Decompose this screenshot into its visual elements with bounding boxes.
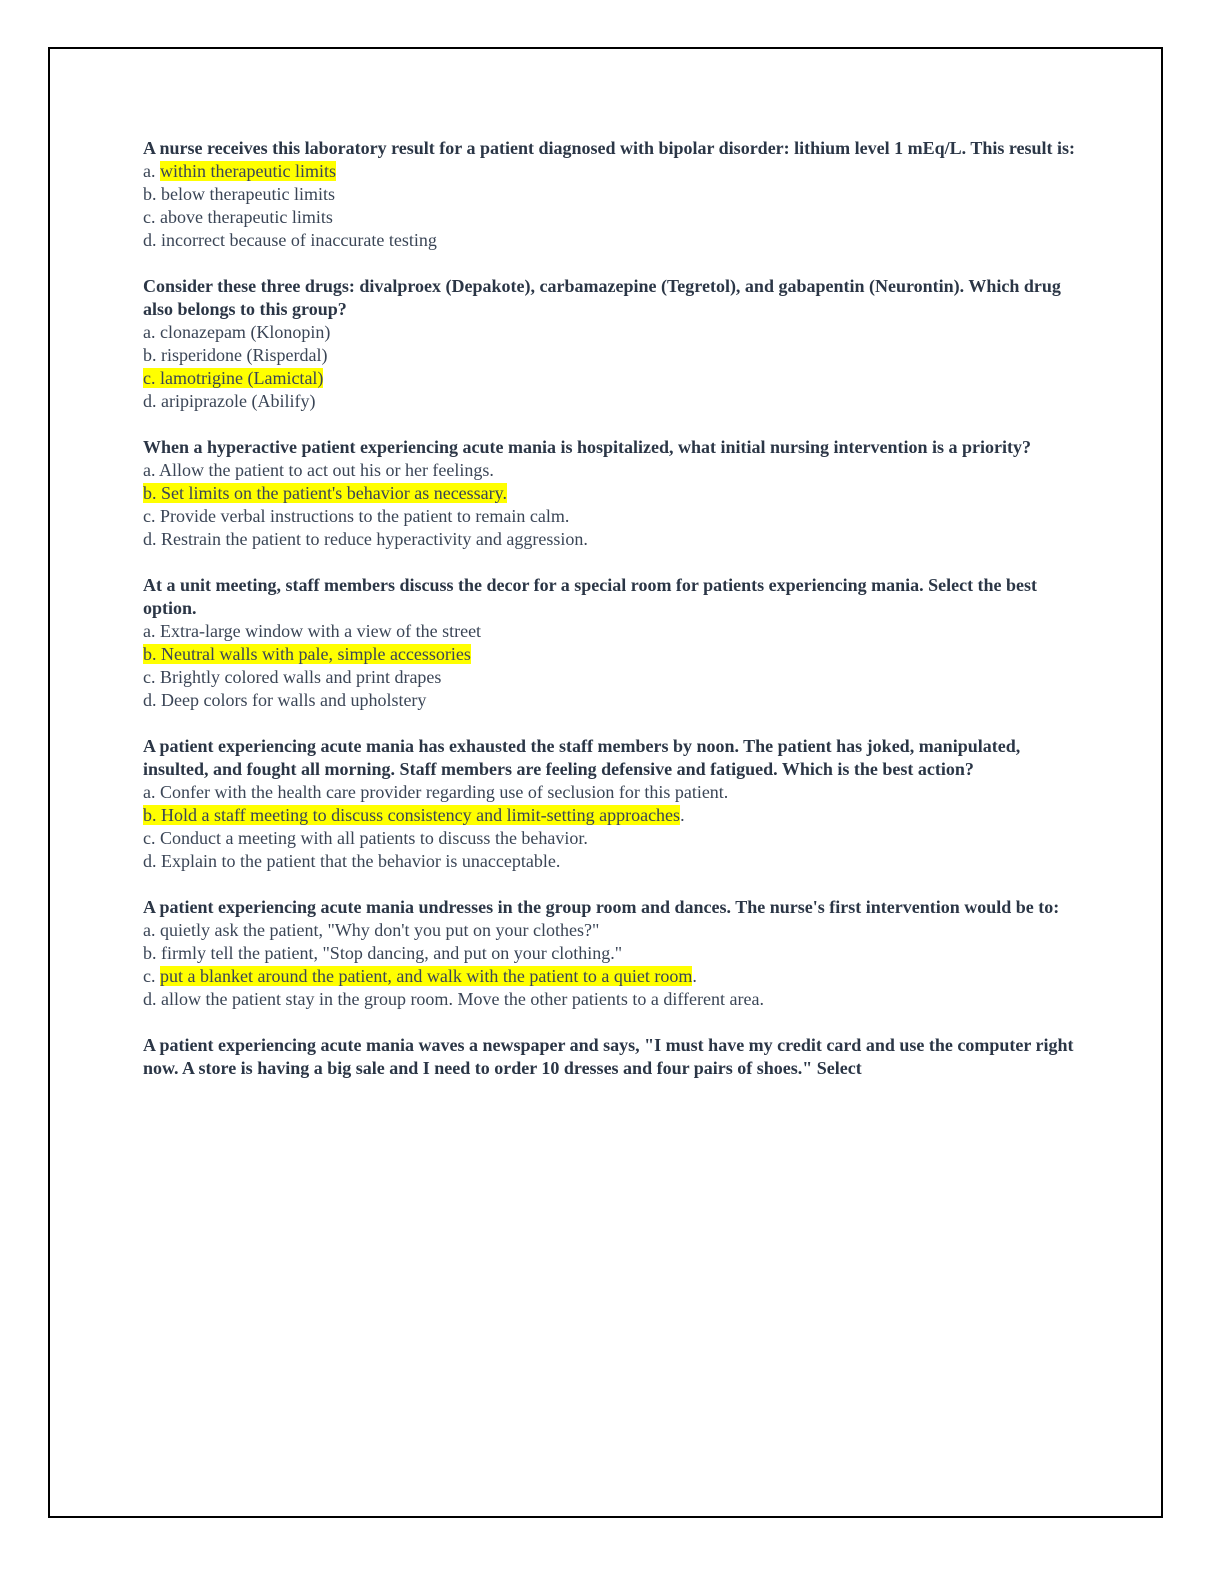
- question-5: [143, 735, 1083, 873]
- option-a: a. Extra-large window with a view of the street: [143, 621, 482, 641]
- question-stem: A nurse receives this laboratory result for a patient diagnosed with bipolar disorder: lithium level 1 mEq/L. This result is:: [143, 138, 1076, 158]
- question-4: [143, 574, 1083, 712]
- option-a: a. within therapeutic limits: [143, 161, 336, 181]
- option-d: d. incorrect because of inaccurate testing: [143, 230, 437, 250]
- option-d: d. Restrain the patient to reduce hyperactivity and aggression.: [143, 529, 588, 549]
- question-stem: A patient experiencing acute mania undresses in the group room and dances. The nurse's first intervention would be to:: [143, 897, 1060, 917]
- highlighted-answer: within therapeutic limits: [160, 161, 336, 181]
- option-b: [143, 643, 1083, 666]
- highlighted-answer: put a blanket around the patient, and walk with the patient to a quiet room: [160, 966, 693, 986]
- option-a: a. Confer with the health care provider regarding use of seclusion for this patient.: [143, 782, 729, 802]
- option-b: b. firmly tell the patient, "Stop dancing, and put on your clothing.": [143, 943, 623, 963]
- option-d: d. Explain to the patient that the behavior is unacceptable.: [143, 851, 561, 871]
- option-c: c. Brightly colored walls and print drapes: [143, 667, 442, 687]
- document-content: [143, 137, 1083, 1103]
- option-c: [143, 367, 1083, 390]
- option-a: a. clonazepam (Klonopin): [143, 322, 331, 342]
- highlighted-answer: b. Hold a staff meeting to discuss consistency and limit-setting approaches: [143, 805, 681, 825]
- option-d: d. Deep colors for walls and upholstery: [143, 690, 427, 710]
- question-6: [143, 896, 1083, 1011]
- option-b: b. Hold a staff meeting to discuss consistency and limit-setting approaches.: [143, 805, 685, 825]
- option-a: a. Allow the patient to act out his or her feelings.: [143, 460, 494, 480]
- option-d: d. aripiprazole (Abilify): [143, 391, 316, 411]
- option-b: b. below therapeutic limits: [143, 184, 335, 204]
- option-c: c. above therapeutic limits: [143, 207, 333, 227]
- question-stem: Consider these three drugs: divalproex (Depakote), carbamazepine (Tegretol), and gabapentin (Neurontin). Which drug also belongs to this group?: [143, 276, 1061, 319]
- question-1: [143, 137, 1083, 252]
- option-c: c. Provide verbal instructions to the patient to remain calm.: [143, 506, 570, 526]
- question-stem: A patient experiencing acute mania waves a newspaper and says, "I must have my credit card and use the computer right now. A store is having a big sale and I need to order 10 dresses and four pairs of shoes." Select: [143, 1035, 1074, 1078]
- highlighted-answer: b. Neutral walls with pale, simple accessories: [143, 644, 471, 664]
- option-d: d. allow the patient stay in the group room. Move the other patients to a different area.: [143, 989, 764, 1009]
- highlighted-answer: c. lamotrigine (Lamictal): [143, 368, 324, 388]
- question-3: [143, 436, 1083, 551]
- option-a: a. quietly ask the patient, "Why don't you put on your clothes?": [143, 920, 600, 940]
- question-2: [143, 275, 1083, 413]
- option-b: b. risperidone (Risperdal): [143, 345, 328, 365]
- option-c: c. Conduct a meeting with all patients to discuss the behavior.: [143, 828, 588, 848]
- question-7: [143, 1034, 1083, 1080]
- question-stem: A patient experiencing acute mania has exhausted the staff members by noon. The patient has joked, manipulated, insulted, and fought all morning. Staff members are feeling defensive and fatigued. Which is the best action?: [143, 736, 1021, 779]
- question-stem: At a unit meeting, staff members discuss the decor for a special room for patients experiencing mania. Select the best option.: [143, 575, 1038, 618]
- option-b: [143, 482, 1083, 505]
- highlighted-answer: b. Set limits on the patient's behavior as necessary.: [143, 483, 507, 503]
- question-stem: When a hyperactive patient experiencing acute mania is hospitalized, what initial nursing intervention is a priority?: [143, 437, 1031, 457]
- option-c: c. put a blanket around the patient, and walk with the patient to a quiet room.: [143, 966, 697, 986]
